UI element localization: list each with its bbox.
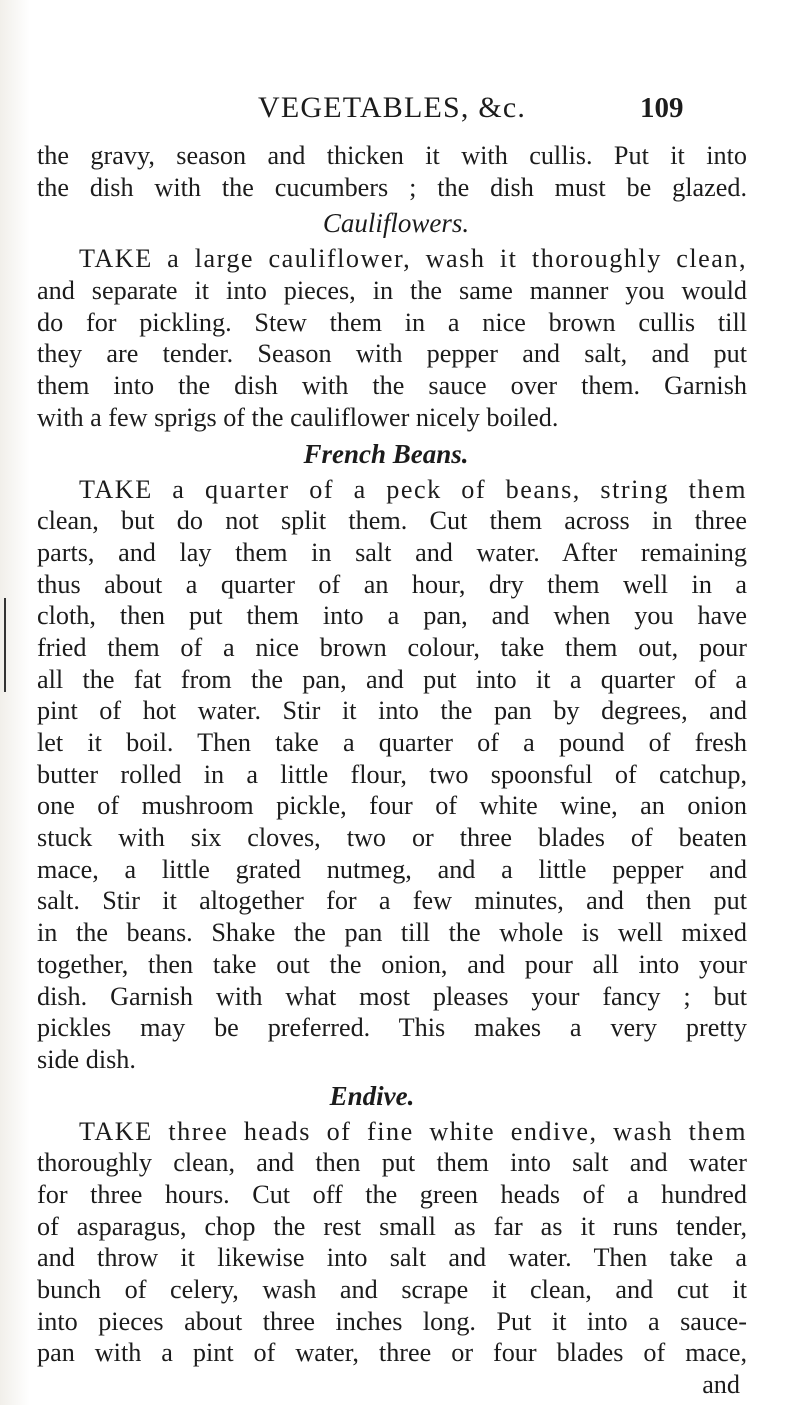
text-line: pint of hot water. Stir it into the pan by degrees, and <box>37 696 747 726</box>
text-line: of asparagus, chop the rest small as far as it runs tender, <box>37 1211 747 1241</box>
text-line: with a few sprigs of the cauliflower nicely boiled. <box>37 402 559 432</box>
text-line: clean, but do not split them. Cut them across in three <box>37 506 747 536</box>
text-line: cloth, then put them into a pan, and when you have <box>37 601 747 631</box>
page-header <box>0 88 800 128</box>
text-line: side dish. <box>37 1044 136 1074</box>
text-line: thus about a quarter of an hour, dry them well in a <box>37 569 747 599</box>
text-line: the dish with the cucumbers ; the dish must be glazed. <box>37 172 747 202</box>
body-text <box>37 140 747 1401</box>
text-line: in the beans. Shake the pan till the whole is well mixed <box>37 918 747 948</box>
catchword: and <box>702 1370 740 1400</box>
section-heading-endive: Endive. <box>329 1080 415 1111</box>
text-line: TAKE a quarter of a peck of beans, string them <box>79 474 747 504</box>
text-line: TAKE three heads of fine white endive, wash them <box>79 1116 747 1146</box>
text-line: butter rolled in a little flour, two spoonsful of catchup, <box>37 759 747 789</box>
running-head: VEGETABLES, &c. <box>258 91 527 124</box>
text-line: for three hours. Cut off the green heads of a hundred <box>37 1179 747 1209</box>
text-line: pan with a pint of water, three or four blades of mace, <box>37 1338 747 1368</box>
text-line: mace, a little grated nutmeg, and a little pepper and <box>37 854 747 884</box>
text-line: parts, and lay them in salt and water. After remaining <box>37 537 747 567</box>
text-line: into pieces about three inches long. Put it into a sauce- <box>37 1306 747 1336</box>
text-line: bunch of celery, wash and scrape it clean, and cut it <box>37 1275 747 1304</box>
text-line: TAKE a large cauliflower, wash it thoroughly clean, <box>79 244 747 274</box>
text-line: salt. Stir it altogether for a few minutes, and then put <box>37 886 747 916</box>
text-line: they are tender. Season with pepper and salt, and put <box>37 339 747 369</box>
text-line: together, then take out the onion, and pour all into your <box>37 949 747 979</box>
section-heading-french-beans: French Beans. <box>303 438 469 469</box>
page-number: 109 <box>640 92 684 124</box>
text-line: stuck with six cloves, two or three blades of beaten <box>37 823 747 853</box>
text-line: and separate it into pieces, in the same manner you would <box>37 276 747 306</box>
section-heading-cauliflowers: Cauliflowers. <box>322 208 470 239</box>
text-line: do for pickling. Stew them in a nice brown cullis till <box>37 307 747 337</box>
text-line: dish. Garnish with what most pleases your fancy ; but <box>37 981 747 1011</box>
text-line: one of mushroom pickle, four of white wine, an onion <box>37 791 747 821</box>
text-line: the gravy, season and thicken it with cullis. Put it into <box>37 141 747 170</box>
text-line: pickles may be preferred. This makes a very pretty <box>37 1013 747 1043</box>
text-line: thoroughly clean, and then put them into salt and water <box>37 1148 747 1178</box>
page-edge-mark <box>4 598 6 692</box>
text-line: and throw it likewise into salt and water. Then take a <box>37 1243 747 1273</box>
text-line: let it boil. Then take a quarter of a pound of fresh <box>37 728 747 757</box>
text-line: them into the dish with the sauce over them. Garnish <box>37 371 747 401</box>
text-line: fried them of a nice brown colour, take them out, pour <box>37 632 747 662</box>
text-line: all the fat from the pan, and put into it a quarter of a <box>37 664 747 694</box>
